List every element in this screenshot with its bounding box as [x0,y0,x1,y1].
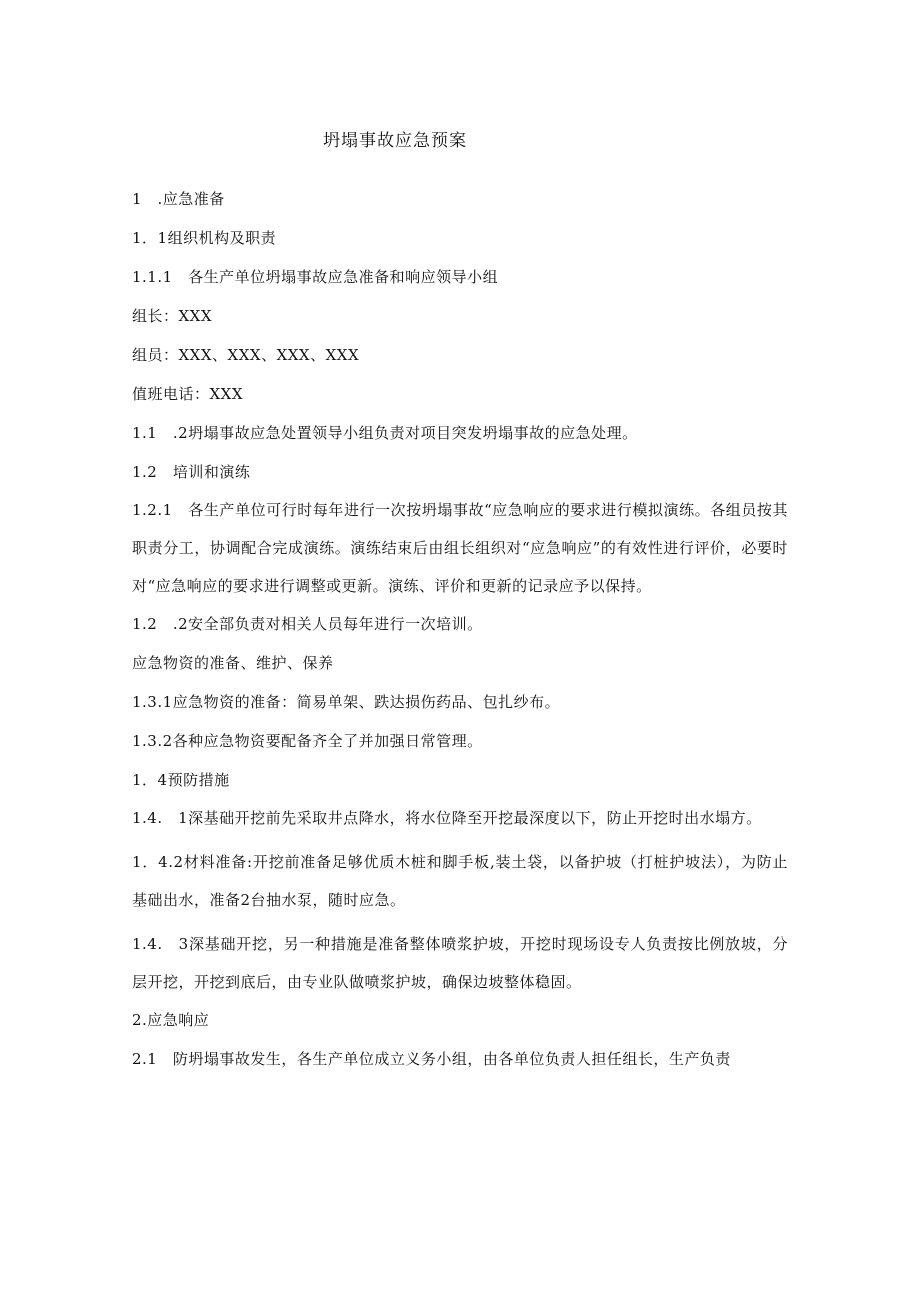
group-members-line: 组员：XXX、XXX、XXX、XXX [132,346,360,364]
heading-2-emergency-response: 2.应急响应 [132,1011,210,1029]
heading-1-1-organization: 1．1组织机构及职责 [132,229,277,247]
paragraph-2-1-team: 2.1 防坍塌事故发生，各生产单位成立义务小组，由各单位负责人担任组长，生产负责 [132,1050,731,1068]
heading-1-emergency-preparation: 1 .应急准备 [132,190,225,208]
group-leader-line: 组长：XXX [132,307,213,325]
paragraph-1-2-1-drill: 1.2.1 各生产单位可行时每年进行一次按坍塌事故“应急响应的要求进行模拟演练。各组员按其职责分工，协调配合完成演练。演练结束后由组长组织对“应急响应”的有效性进行评价，必要时对“应急响应的要求进行调整或更新。演练、评价和更新的记录应予以保持。 [132,501,788,595]
item-1-2-2-training: 1.2 .2安全部负责对相关人员每年进行一次培训。 [132,615,483,633]
item-1-3-2-materials: 1.3.2各种应急物资要配备齐全了并加强日常管理。 [132,732,483,750]
document-body [132,186,788,1085]
heading-1-2-training: 1.2 培训和演练 [132,463,251,481]
paragraph-1-4-1-dewatering: 1.4. 1深基础开挖前先采取井点降水，将水位降至开挖最深度以下，防止开挖时出水塌方。 [132,809,762,827]
document-title: 坍塌事故应急预案 [323,131,467,151]
item-1-3-1-materials: 1.3.1应急物资的准备：简易单架、跌达损伤药品、包扎纱布。 [132,693,561,711]
paragraph-1-4-2-materials: 1．4.2材料准备:开挖前准备足够优质木桩和脚手板,装土袋，以备护坡（打桩护坡法），为防止基础出水，准备2台抽水泵，随时应急。 [132,853,788,909]
heading-materials: 应急物资的准备、维护、保养 [132,654,334,672]
heading-1-4-prevention: 1．4预防措施 [132,771,230,789]
item-1-1-1-leading-group: 1.1.1 各生产单位坍塌事故应急准备和响应领导小组 [132,268,499,286]
item-1-1-2-responsibility: 1.1 .2坍塌事故应急处置领导小组负责对项目突发坍塌事故的应急处理。 [132,424,638,442]
duty-phone-line: 值班电话：XXX [132,385,244,403]
paragraph-1-4-3-slope: 1.4. 3深基础开挖，另一种措施是准备整体喷浆护坡，开挖时现场设专人负责按比例放坡，分层开挖，开挖到底后，由专业队做喷浆护坡，确保边坡整体稳固。 [132,935,788,991]
